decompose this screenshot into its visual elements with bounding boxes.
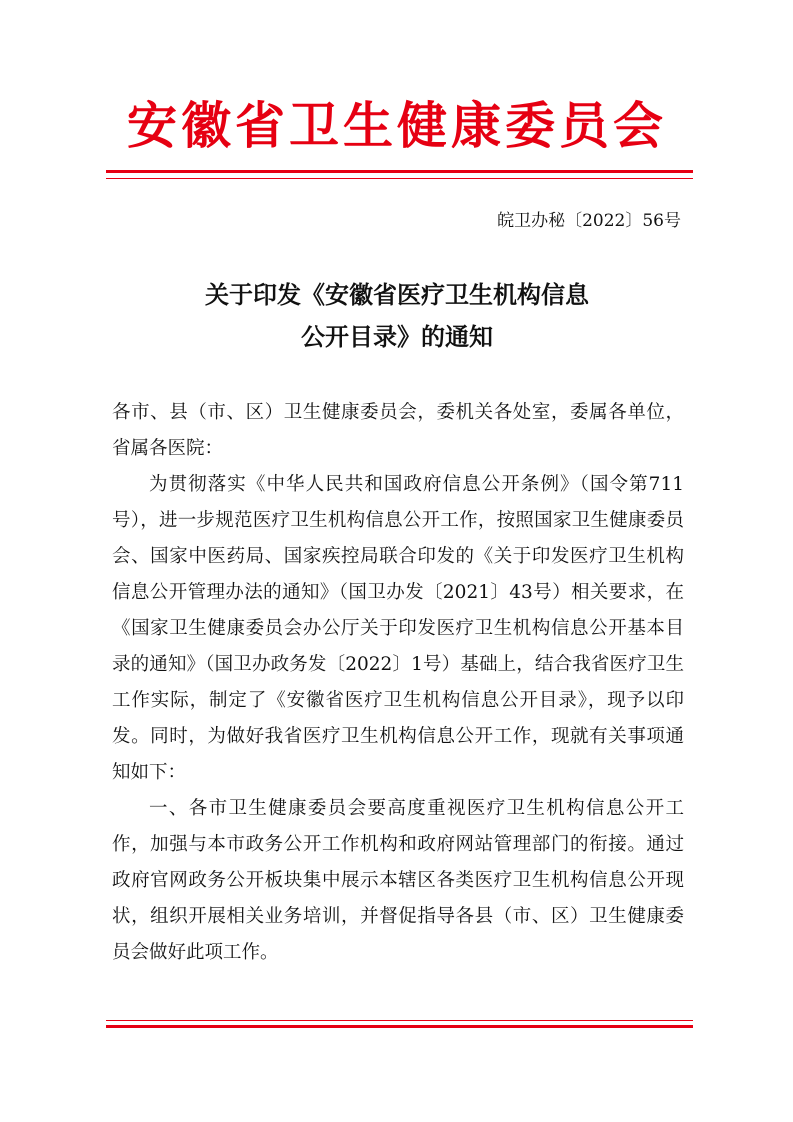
title-line-2: 公开目录》的通知: [301, 322, 493, 351]
footer-rule-thick: [106, 1025, 693, 1028]
letterhead-rule-thick: [106, 170, 693, 173]
letterhead-org-name: 安徽省卫生健康委员会: [127, 96, 667, 155]
paragraph-1: 为贯彻落实《中华人民共和国政府信息公开条例》（国令第711号），进一步规范医疗卫生机构信息公开工作，按照国家卫生健康委员会、国家中医药局、国家疾控局联合印发的《关于印发医疗卫生机构信息公开管理办法的通知》（国卫办发〔2021〕43号）相关要求，在《国家卫生健康委员会办公厅关于印发医疗卫生机构信息公开基本目录的通知》（国卫办政务发〔2022〕1号）基础上，结合我省医疗卫生工作实际，制定了《安徽省医疗卫生机构信息公开目录》，现予以印发。同时，为做好我省医疗卫生机构信息公开工作，现就有关事项通知如下：: [112, 474, 684, 783]
document-number: 皖卫办秘〔2022〕56号: [497, 211, 681, 231]
document-title: [100, 274, 694, 358]
letterhead-rule-thin: [106, 178, 693, 179]
salutation: 各市、县（市、区）卫生健康委员会，委机关各处室，委属各单位，省属各医院：: [112, 402, 684, 459]
footer-rule-thin: [106, 1020, 693, 1021]
title-line-1: 关于印发《安徽省医疗卫生机构信息: [205, 280, 589, 309]
paragraph-2: 一、各市卫生健康委员会要高度重视医疗卫生机构信息公开工作，加强与本市政务公开工作机构和政府网站管理部门的衔接。通过政府官网政务公开板块集中展示本辖区各类医疗卫生机构信息公开现状，组织开展相关业务培训，并督促指导各县（市、区）卫生健康委员会做好此项工作。: [112, 798, 684, 963]
document-body: [112, 395, 684, 971]
